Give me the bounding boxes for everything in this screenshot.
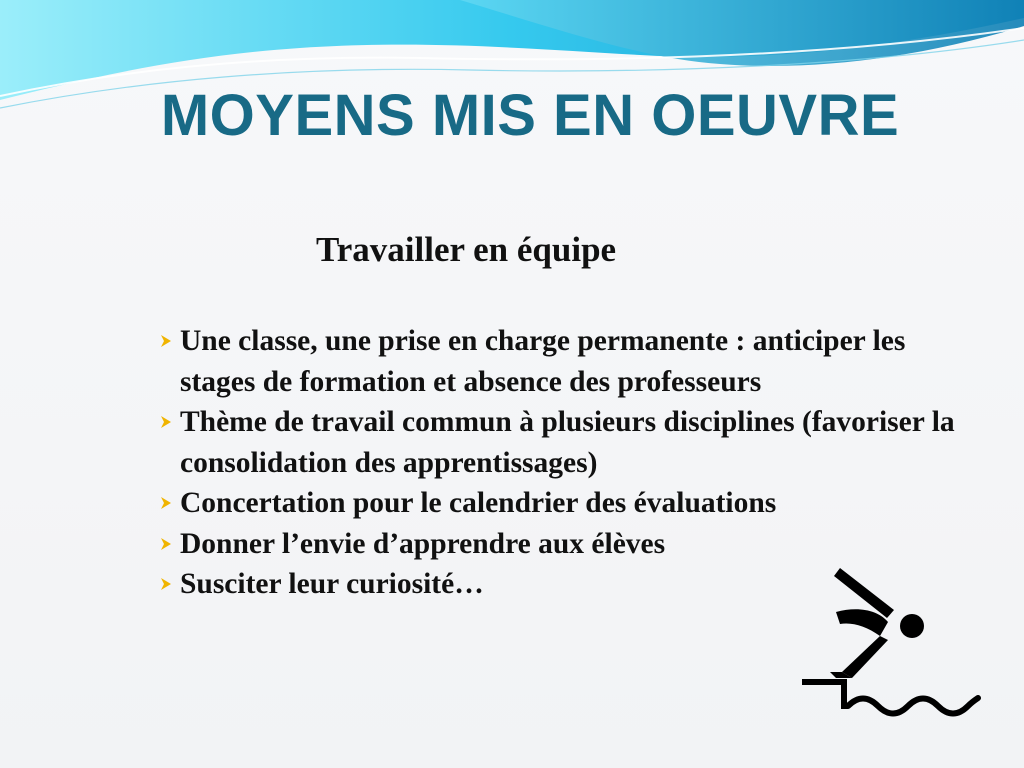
chevron-right-icon	[158, 576, 174, 592]
bullet-text: Thème de travail commun à plusieurs disciplines (favoriser la consolidation des apprentissages)	[180, 406, 955, 479]
slide-title: MOYENS MIS EN OEUVRE	[160, 83, 900, 148]
bullet-item	[158, 402, 978, 483]
bullet-item	[158, 321, 978, 402]
bullet-text: Susciter leur curiosité…	[180, 568, 484, 600]
slide-subtitle: Travailler en équipe	[316, 230, 617, 269]
bullet-text: Concertation pour le calendrier des évaluations	[180, 487, 777, 519]
swimmer-icon	[796, 560, 986, 720]
bullet-text: Une classe, une prise en charge permanente : anticiper les stages de formation et absence des professeurs	[180, 325, 906, 398]
bullet-item	[158, 524, 978, 565]
chevron-right-icon	[158, 414, 174, 430]
chevron-right-icon	[158, 333, 174, 349]
bullet-text: Donner l’envie d’apprendre aux élèves	[180, 527, 666, 560]
bullet-item	[158, 483, 978, 524]
chevron-right-icon	[158, 536, 174, 552]
chevron-right-icon	[158, 495, 174, 511]
